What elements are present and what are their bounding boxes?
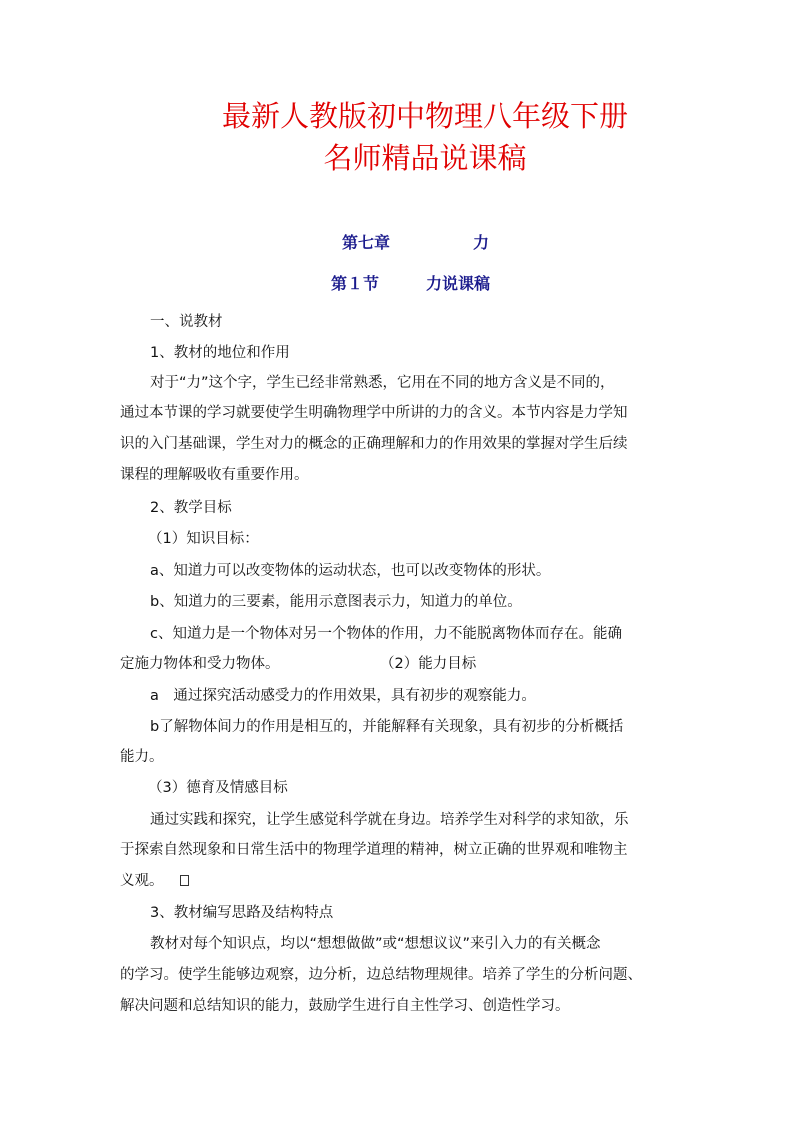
ability-goal-b-cont: 能力。 (120, 749, 164, 765)
knowledge-goal-c-cont: 定施力物体和受力物体。 (120, 656, 280, 672)
ability-goal-b: b了解物体间力的作用是相互的，并能解释有关现象，具有初步的分析概括 (150, 719, 624, 735)
missing-glyph-box-icon (180, 875, 189, 886)
heading-teaching-material: 一、说教材 (150, 314, 223, 330)
chapter-number: 第七章 (342, 233, 391, 252)
section-name: 力说课稿 (426, 274, 491, 293)
knowledge-goal-a: a、知道力可以改变物体的运动状态，也可以改变物体的形状。 (150, 563, 551, 579)
knowledge-goal-heading: （1）知识目标： (148, 531, 259, 547)
document-title-line-2: 名师精品说课稿 (323, 141, 527, 175)
section-number: 第１节 (331, 274, 380, 293)
paragraph-line: 识的入门基础课，学生对力的概念的正确理解和力的作用效果的掌握对学生后续 (120, 436, 628, 452)
paragraph-line: 通过本节课的学习就要使学生明确物理学中所讲的力的含义。本节内容是力学知 (120, 405, 628, 421)
paragraph-line: 教材对每个知识点，均以“想想做做”或“想想议议”来引入力的有关概念 (150, 936, 601, 952)
document-title-line-1: 最新人教版初中物理八年级下册 (221, 99, 628, 133)
paragraph-line: 解决问题和总结知识的能力，鼓励学生进行自主性学习、创造性学习。 (120, 998, 570, 1014)
ability-goal-heading: （2）能力目标 (380, 656, 477, 672)
knowledge-goal-b: b、知道力的三要素，能用示意图表示力，知道力的单位。 (150, 594, 522, 610)
ability-goal-a: a 通过探究活动感受力的作用效果，具有初步的观察能力。 (150, 688, 536, 704)
knowledge-goal-c: c、知道力是一个物体对另一个物体的作用，力不能脱离物体而存在。能确 (150, 626, 622, 642)
paragraph-line: 于探索自然现象和日常生活中的物理学道理的精神，树立正确的世界观和唯物主 (120, 842, 628, 858)
paragraph-line: 课程的理解吸收有重要作用。 (120, 467, 309, 483)
paragraph-line: 对于“力”这个字，学生已经非常熟悉，它用在不同的地方含义是不同的， (150, 375, 615, 391)
paragraph-line: 通过实践和探究，让学生感觉科学就在身边。培养学生对科学的求知欲，乐 (150, 812, 629, 828)
subheading-position-role: 1、教材的地位和作用 (150, 345, 290, 361)
subheading-teaching-goals: 2、教学目标 (150, 500, 232, 516)
moral-goal-heading: （3）德育及情感目标 (148, 780, 288, 796)
paragraph-line: 的学习。使学生能够边观察，边分析，边总结物理规律。培养了学生的分析问题、 (120, 967, 642, 983)
paragraph-line: 义观。 (120, 871, 189, 891)
subheading-structure: 3、教材编写思路及结构特点 (150, 905, 334, 921)
chapter-name: 力 (473, 233, 490, 252)
